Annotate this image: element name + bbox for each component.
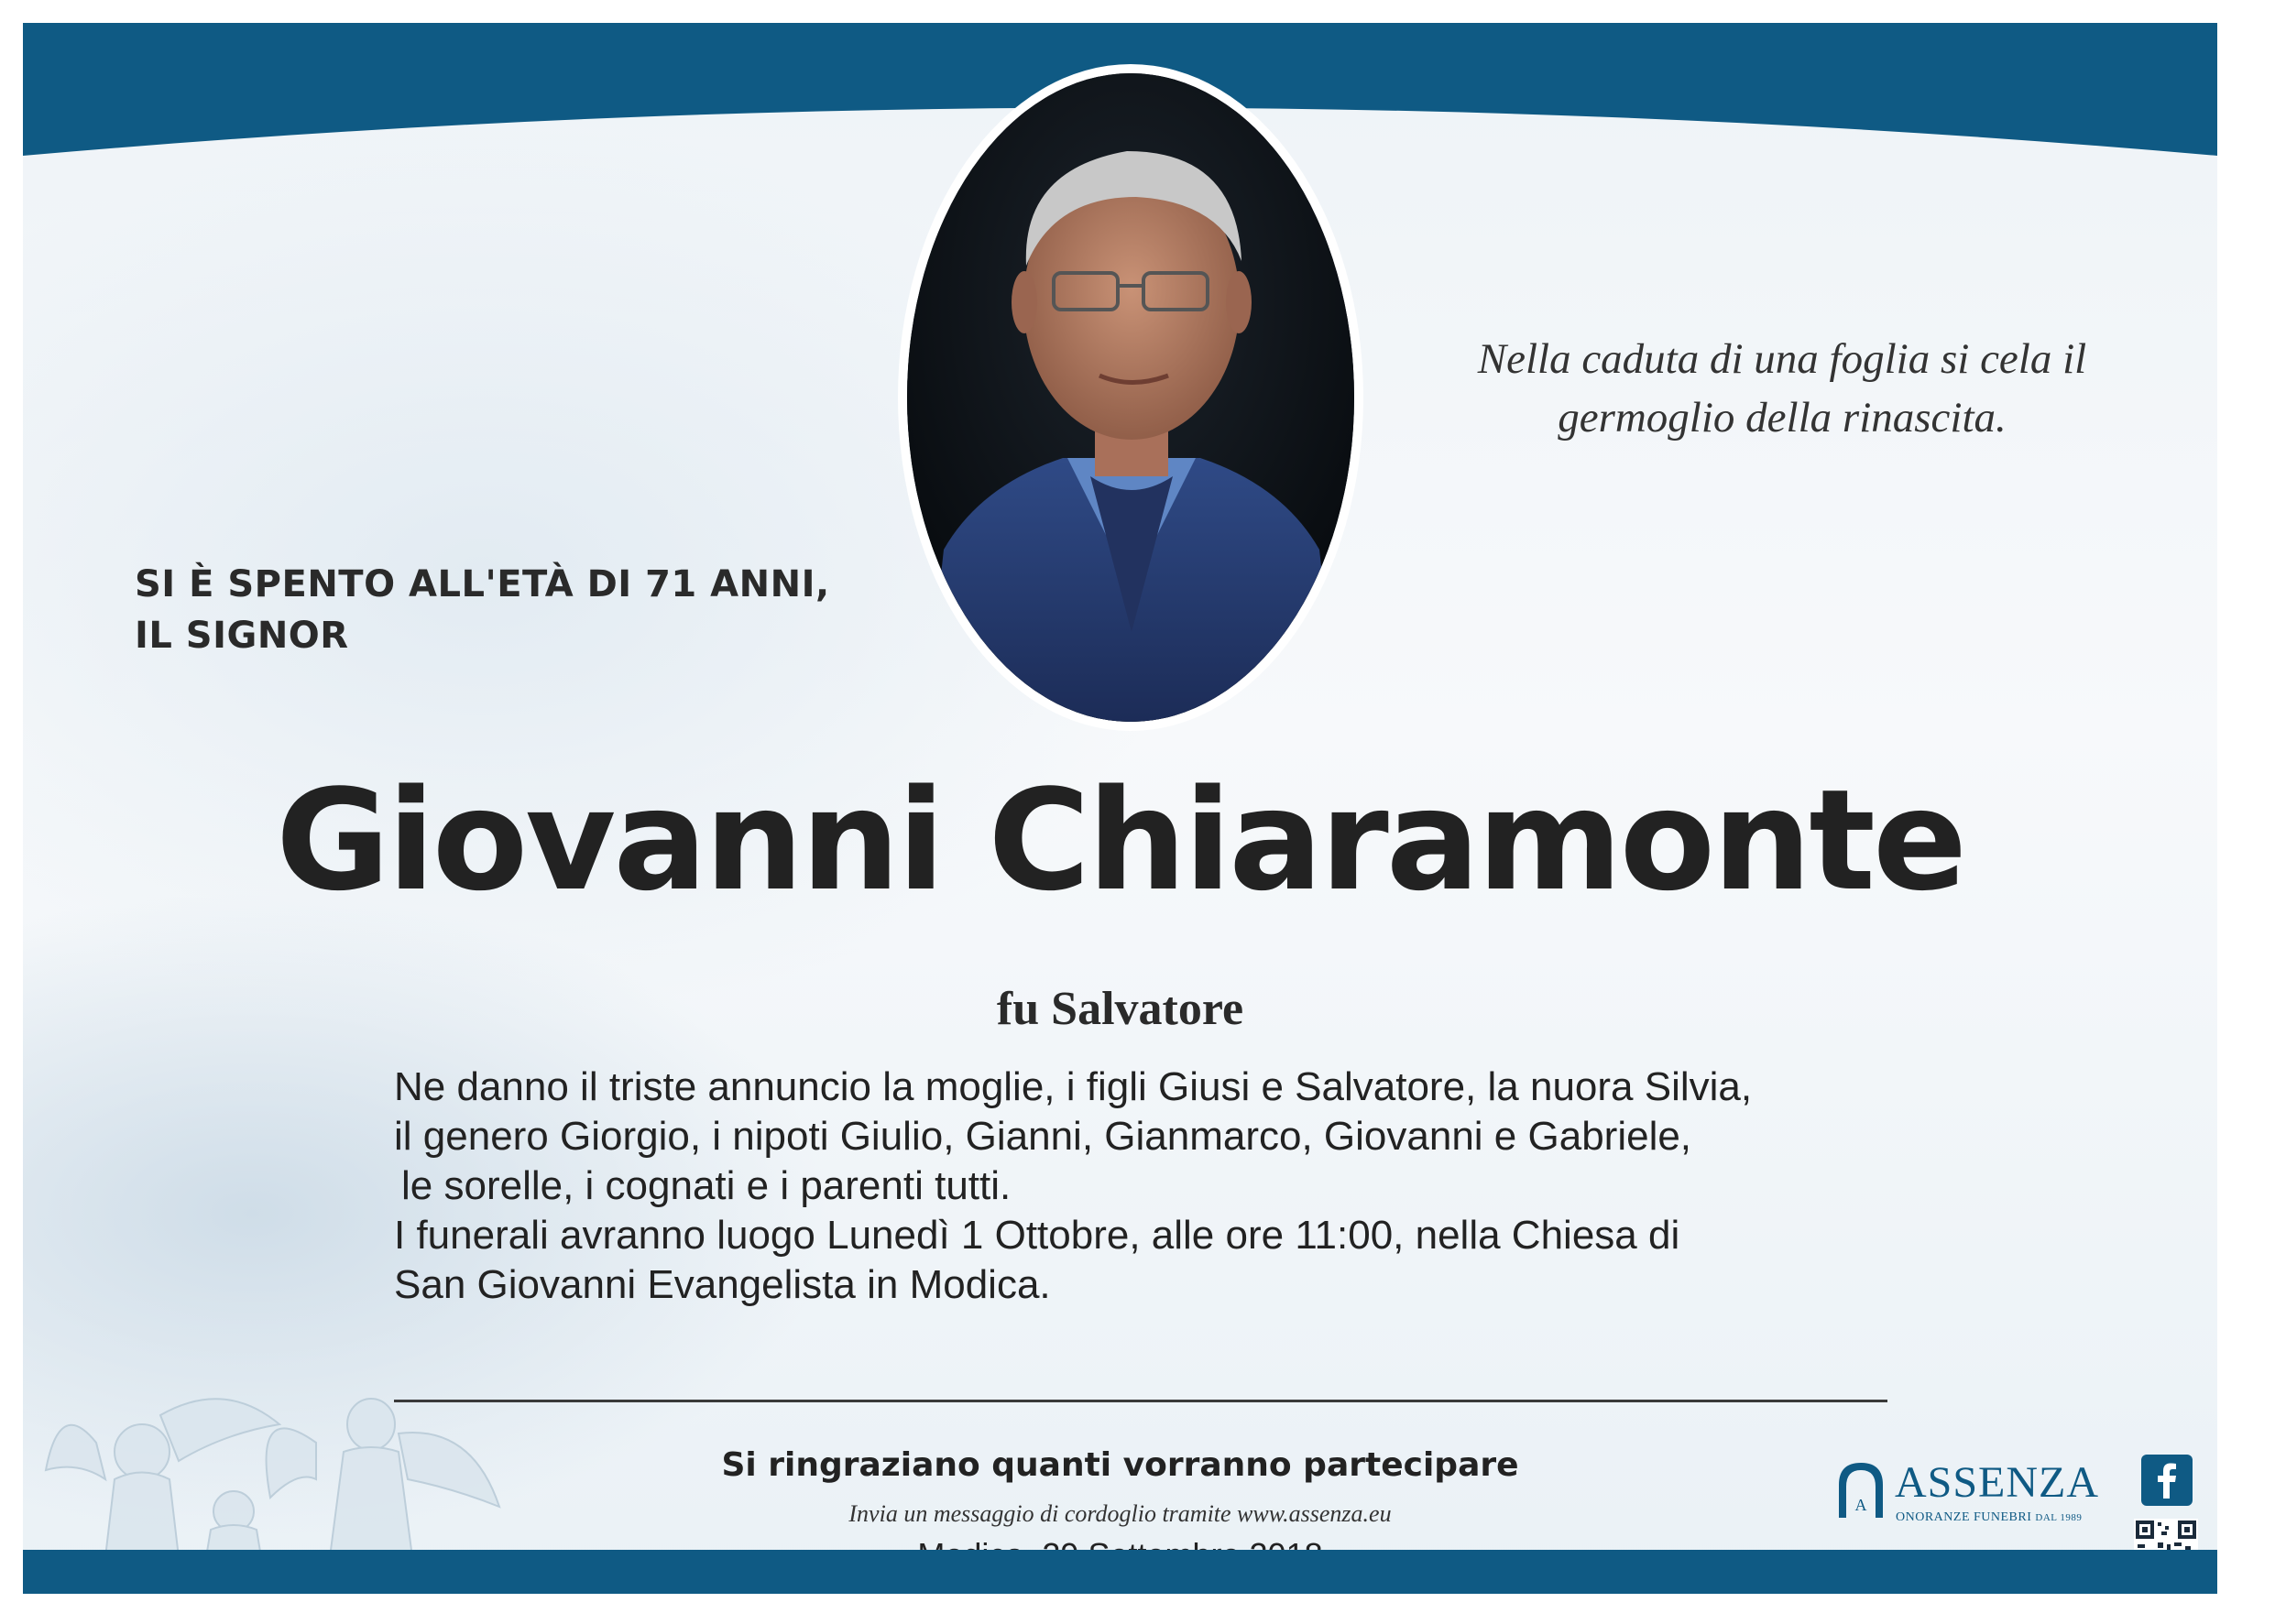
announcement-line: Ne danno il triste annuncio la moglie, i figli Giusi e Salvatore, la nuora Silvia,: [394, 1064, 1753, 1109]
memorial-quote: [1452, 330, 2112, 447]
thanks-text: Si ringraziano quanti vorranno partecipare: [721, 1446, 1519, 1484]
angel-statues-image: [41, 1360, 518, 1557]
announcement-line: San Giovanni Evangelista in Modica.: [394, 1262, 1051, 1307]
announcement-text: [394, 1063, 1887, 1310]
quote-line-2: germoglio della rinascita.: [1558, 394, 2007, 441]
svg-text:A: A: [1854, 1496, 1867, 1514]
intro-line-2: IL SIGNOR: [135, 615, 349, 657]
brand-subtitle: [1896, 1510, 2082, 1526]
father-name: fu Salvatore: [996, 983, 1244, 1035]
bottom-banner: [23, 1550, 2217, 1594]
brand-name: ASSENZA: [1895, 1458, 2100, 1507]
announcement-line: le sorelle, i cognati e i parenti tutti.: [401, 1163, 1012, 1208]
portrait-photo: [907, 73, 1354, 722]
facebook-icon[interactable]: [2141, 1455, 2193, 1506]
announcement-line: I funerali avranno luogo Lunedì 1 Ottobre, alle ore 11:00, nella Chiesa di: [394, 1213, 1680, 1258]
quote-line-1: Nella caduta di una foglia si cela il: [1477, 335, 2087, 383]
obituary-sheet: [23, 23, 2217, 1594]
deceased-name: Giovanni Chiaramonte: [275, 759, 1965, 921]
divider: [394, 1400, 1887, 1402]
portrait-frame: [898, 64, 1363, 731]
brand-subtitle-text: ONORANZE FUNEBRI: [1896, 1510, 2032, 1524]
brand-since: DAL 1989: [2035, 1512, 2083, 1523]
intro-line-1: SI È SPENTO ALL'ETÀ DI 71 ANNI,: [135, 563, 830, 605]
announcement-line: il genero Giorgio, i nipoti Giulio, Gianni, Gianmarco, Giovanni e Gabriele,: [394, 1114, 1692, 1159]
assenza-logo-icon: [1835, 1459, 1887, 1518]
condolence-note: Invia un messaggio di cordoglio tramite www.assenza.eu: [848, 1500, 1392, 1527]
intro-text: [135, 559, 830, 661]
